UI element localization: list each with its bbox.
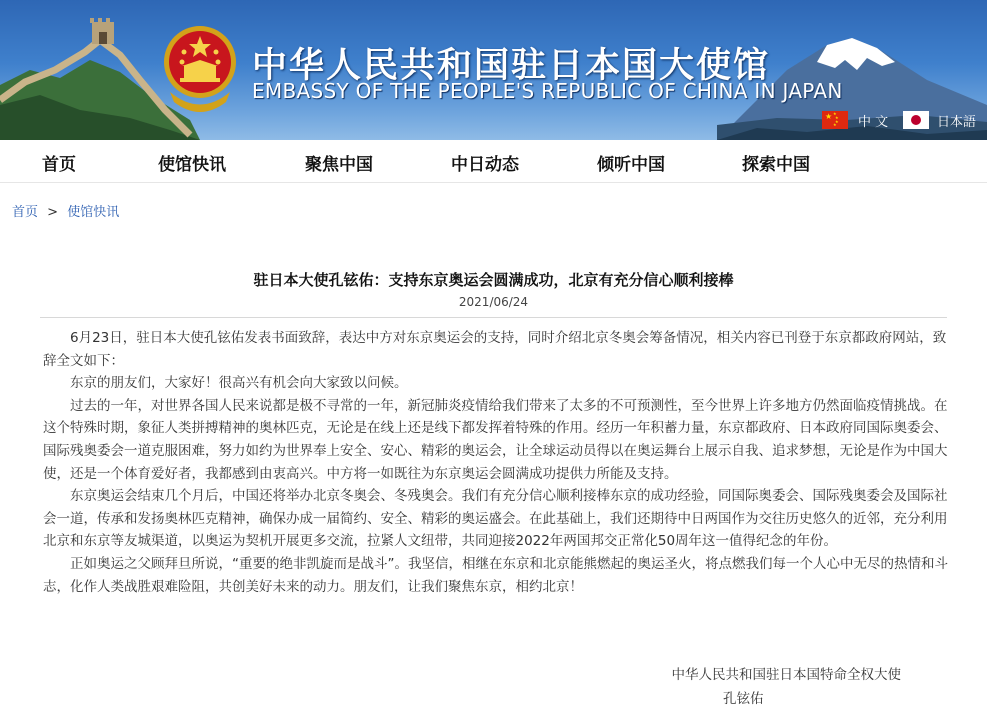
nav-item-embassy-news[interactable]: 使馆快讯 — [158, 155, 226, 175]
site-title-english: EMBASSY OF THE PEOPLE'S REPUBLIC OF CHINA IN JAPAN — [252, 79, 843, 103]
site-title-chinese: 中华人民共和国驻日本国大使馆 — [252, 46, 771, 86]
signature-name: 孔铉佑 — [723, 691, 764, 707]
main-nav — [0, 140, 987, 183]
article-paragraph: 过去的一年，对世界各国人民来说都是极不寻常的一年，新冠肺炎疫情给我们带来了太多的不可预测性，至今世界上许多地方仍然面临疫情挑战。在这个特殊时期，象征人类拼搏精神的奥林匹克，无论是在线上还是线下都发挥着特殊的作用。经历一年积蓄力量，东京都政府、日本政府同国际奥委会、国际残奥委会一道克服困难，努力如约为世界奉上安全、安心、精彩的奥运会，让全球运动员得以在奥运舞台上展示自我、追求梦想，无论是作为中国大使，还是一个体育爱好者，我都感到由衷高兴。中方将一如既往为东京奥运会圆满成功提供力所能及支持。 — [43, 397, 948, 482]
article-paragraph: 东京的朋友们，大家好！很高兴有机会向大家致以问候。 — [70, 375, 408, 392]
article-date: 2021/06/24 — [458, 295, 529, 309]
japan-flag-icon — [903, 111, 929, 129]
title-divider — [40, 317, 947, 318]
article-body — [43, 327, 948, 598]
language-japanese-link[interactable] — [903, 110, 976, 130]
article-paragraph: 东京奥运会结束几个月后，中国还将举办北京冬奥会、冬残奥会。我们有充分信心顺利接棒东京的成功经验，同国际奥委会、国际残奥委会及国际社会一道，传承和发扬奥林匹克精神，确保办成一届简约、安全、精彩的奥运盛会。在此基础上，我们还期待中日两国作为交往历史悠久的近邻，充分利用北京和东京等友城渠道，以奥运为契机开展更多交流，拉紧人文纽带，共同迎接2022年两国邦交正常化50周年这一值得纪念的年份。 — [43, 488, 948, 550]
article-signature — [631, 663, 901, 711]
breadcrumb — [12, 201, 119, 220]
breadcrumb-separator: > — [47, 205, 59, 220]
nav-item-home[interactable]: 首页 — [42, 155, 76, 175]
nav-item-focus-china[interactable]: 聚焦中国 — [305, 155, 373, 175]
signature-organization: 中华人民共和国驻日本国特命全权大使 — [671, 667, 901, 683]
language-chinese-link[interactable] — [822, 110, 888, 130]
article-paragraph: 6月23日，驻日本大使孔铉佑发表书面致辞，表达中方对东京奥运会的支持，同时介绍北京冬奥会筹备情况，相关内容已刊登于东京都政府网站，致辞全文如下： — [43, 330, 947, 369]
language-japanese-label: 日本語 — [937, 114, 977, 130]
breadcrumb-home-link[interactable]: 首页 — [12, 205, 39, 220]
national-emblem-icon — [160, 22, 240, 117]
nav-item-listen-china[interactable]: 倾听中国 — [597, 155, 665, 175]
language-chinese-label: 中 文 — [858, 114, 889, 130]
nav-item-explore-china[interactable]: 探索中国 — [742, 155, 810, 175]
article-title: 驻日本大使孔铉佑：支持东京奥运会圆满成功，北京有充分信心顺利接棒 — [253, 271, 734, 289]
article-paragraph: 正如奥运之父顾拜旦所说，“重要的绝非凯旋而是战斗”。我坚信，相继在东京和北京能熊燃起的奥运圣火，将点燃我们每一个人心中无尽的热情和斗志，化作人类战胜艰难险阻，共创美好未来的动力。朋友们，让我们聚焦东京，相约北京！ — [43, 555, 948, 595]
site-header — [0, 0, 987, 140]
breadcrumb-current-link[interactable]: 使馆快讯 — [67, 205, 120, 220]
china-flag-icon: ★ ★ ★ ★ ★ — [822, 111, 848, 129]
nav-item-china-japan[interactable]: 中日动态 — [451, 155, 519, 175]
